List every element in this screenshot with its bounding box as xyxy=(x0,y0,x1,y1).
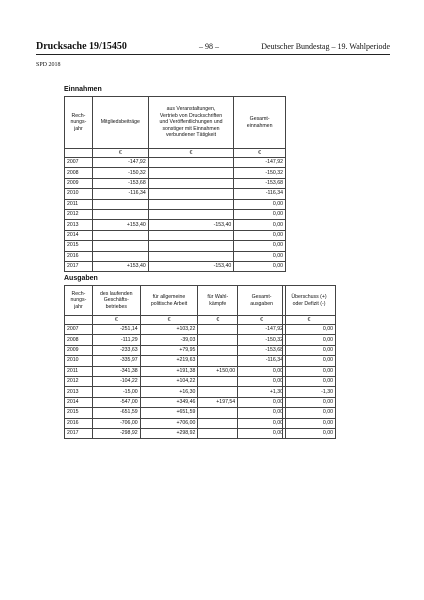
doc-prefix: Drucksache 19/ xyxy=(36,41,102,52)
table-row xyxy=(65,209,286,219)
balance-cell: 0,00 xyxy=(283,345,336,355)
income-cell: 0,00 xyxy=(234,261,286,271)
income-cell: +153,40 xyxy=(92,220,148,230)
income-cell: -116,34 xyxy=(92,189,148,199)
expenses-table xyxy=(64,285,286,439)
expenses-currency-0 xyxy=(65,316,93,325)
expenses-header-0: Rech- nungs- jahr xyxy=(65,286,93,316)
expenses-cell xyxy=(198,418,238,428)
table-row xyxy=(283,345,336,355)
expenses-cell: 2008 xyxy=(65,335,93,345)
income-cell: -153,68 xyxy=(92,178,148,188)
income-cell xyxy=(148,251,234,261)
expenses-cell: +103,22 xyxy=(140,325,198,335)
doc-number-bold: 15450 xyxy=(101,41,127,52)
table-row xyxy=(65,220,286,230)
expenses-cell: +1,30 xyxy=(238,387,286,397)
expenses-cell xyxy=(198,325,238,335)
table-row xyxy=(283,397,336,407)
header-rule xyxy=(36,54,390,55)
income-currency-row xyxy=(65,149,286,158)
expenses-cell: +79,95 xyxy=(140,345,198,355)
income-cell: 2014 xyxy=(65,230,93,240)
income-cell: +153,40 xyxy=(92,261,148,271)
expenses-cell: 0,00 xyxy=(238,408,286,418)
expenses-cell: +104,22 xyxy=(140,376,198,386)
table-row xyxy=(283,387,336,397)
balance-table xyxy=(282,285,336,439)
table-row xyxy=(65,397,286,407)
expenses-cell: +298,92 xyxy=(140,428,198,438)
income-cell: 2009 xyxy=(65,178,93,188)
expenses-cell: -104,22 xyxy=(92,376,140,386)
expenses-cell: +651,59 xyxy=(140,408,198,418)
balance-cell: 0,00 xyxy=(283,356,336,366)
income-cell: -150,32 xyxy=(92,168,148,178)
expenses-cell: 0,00 xyxy=(238,397,286,407)
table-row xyxy=(65,158,286,168)
balance-cell: -1,30 xyxy=(283,387,336,397)
expenses-cell xyxy=(198,335,238,345)
income-currency-3: € xyxy=(234,149,286,158)
table-row xyxy=(65,168,286,178)
balance-cell: 0,00 xyxy=(283,335,336,345)
expenses-cell: -251,14 xyxy=(92,325,140,335)
balance-currency-row xyxy=(283,316,336,325)
income-cell xyxy=(92,199,148,209)
table-row xyxy=(283,428,336,438)
income-cell xyxy=(148,168,234,178)
balance-header-row xyxy=(283,286,336,316)
income-cell: 2010 xyxy=(65,189,93,199)
expenses-currency-2: € xyxy=(140,316,198,325)
expenses-cell: +197,54 xyxy=(198,397,238,407)
income-header-row xyxy=(65,97,286,149)
table-row xyxy=(283,325,336,335)
table-row xyxy=(283,408,336,418)
expenses-cell: 2014 xyxy=(65,397,93,407)
document-number xyxy=(36,41,127,52)
income-cell xyxy=(148,209,234,219)
income-cell: 2016 xyxy=(65,251,93,261)
expenses-cell: -116,34 xyxy=(238,356,286,366)
expenses-cell: -335,97 xyxy=(92,356,140,366)
expenses-cell: -111,29 xyxy=(92,335,140,345)
balance-header-0: Überschuss (+) oder Defizit (-) xyxy=(283,286,336,316)
income-cell: 2017 xyxy=(65,261,93,271)
party-label: SPD 2018 xyxy=(36,62,61,68)
parliament-period: Deutscher Bundestag – 19. Wahlperiode xyxy=(261,42,390,51)
income-cell xyxy=(92,241,148,251)
table-row xyxy=(65,356,286,366)
expenses-cell xyxy=(198,356,238,366)
expenses-cell: -341,38 xyxy=(92,366,140,376)
table-row xyxy=(65,251,286,261)
expenses-cell: 0,00 xyxy=(238,376,286,386)
expenses-cell: -153,68 xyxy=(238,345,286,355)
income-cell: 2013 xyxy=(65,220,93,230)
income-cell: 0,00 xyxy=(234,251,286,261)
expenses-cell: +219,63 xyxy=(140,356,198,366)
income-cell xyxy=(148,189,234,199)
expenses-currency-1: € xyxy=(92,316,140,325)
page-number: – 98 – xyxy=(199,42,219,51)
expenses-cell: -706,00 xyxy=(92,418,140,428)
income-cell xyxy=(148,199,234,209)
expenses-header-3: für Wahl- kämpfe xyxy=(198,286,238,316)
expenses-cell: 2015 xyxy=(65,408,93,418)
income-cell xyxy=(92,251,148,261)
expenses-cell: -547,00 xyxy=(92,397,140,407)
table-row xyxy=(65,418,286,428)
income-cell xyxy=(148,241,234,251)
income-cell: 0,00 xyxy=(234,241,286,251)
income-cell: -116,34 xyxy=(234,189,286,199)
table-row xyxy=(65,387,286,397)
table-row xyxy=(65,241,286,251)
balance-cell: 0,00 xyxy=(283,376,336,386)
income-cell: 0,00 xyxy=(234,230,286,240)
table-row xyxy=(65,335,286,345)
expenses-cell: 2016 xyxy=(65,418,93,428)
balance-cell: 0,00 xyxy=(283,418,336,428)
expenses-cell: 0,00 xyxy=(238,428,286,438)
expenses-cell: 2017 xyxy=(65,428,93,438)
income-cell: -147,92 xyxy=(234,158,286,168)
balance-cell: 0,00 xyxy=(283,366,336,376)
balance-currency-0: € xyxy=(283,316,336,325)
expenses-cell: +706,00 xyxy=(140,418,198,428)
income-cell xyxy=(148,178,234,188)
expenses-cell: 2010 xyxy=(65,356,93,366)
income-cell xyxy=(92,230,148,240)
expenses-title: Ausgaben xyxy=(64,275,98,282)
income-cell: 0,00 xyxy=(234,209,286,219)
table-row xyxy=(283,376,336,386)
expenses-header-2: für allgemeine politische Arbeit xyxy=(140,286,198,316)
table-row xyxy=(283,366,336,376)
income-header-3: Gesamt- einnahmen xyxy=(234,97,286,149)
income-cell: -150,32 xyxy=(234,168,286,178)
table-row xyxy=(65,178,286,188)
balance-cell: 0,00 xyxy=(283,408,336,418)
balance-cell: 0,00 xyxy=(283,325,336,335)
income-cell xyxy=(148,158,234,168)
income-currency-0 xyxy=(65,149,93,158)
income-cell: -153,40 xyxy=(148,220,234,230)
income-cell xyxy=(148,230,234,240)
expenses-cell xyxy=(198,345,238,355)
income-header-1: Mitgliedsbeiträge xyxy=(92,97,148,149)
expenses-header-4: Gesamt- ausgaben xyxy=(238,286,286,316)
table-row xyxy=(283,356,336,366)
expenses-cell: 2007 xyxy=(65,325,93,335)
income-header-2: aus Veranstaltungen, Vertrieb von Druckschriften und Veröffentlichungen und sonstiger mit Einnahmen verbundener Tätigkeit xyxy=(148,97,234,149)
expenses-cell: -298,92 xyxy=(92,428,140,438)
expenses-cell: -147,92 xyxy=(238,325,286,335)
income-cell: -153,68 xyxy=(234,178,286,188)
expenses-cell: +16,30 xyxy=(140,387,198,397)
income-cell: 2011 xyxy=(65,199,93,209)
income-cell: 2015 xyxy=(65,241,93,251)
table-row xyxy=(65,345,286,355)
income-cell: 2007 xyxy=(65,158,93,168)
income-header-0: Rech- nungs- jahr xyxy=(65,97,93,149)
income-cell: 0,00 xyxy=(234,220,286,230)
expenses-cell xyxy=(198,408,238,418)
expenses-cell: +150,00 xyxy=(198,366,238,376)
income-title: Einnahmen xyxy=(64,86,102,93)
table-row xyxy=(65,230,286,240)
income-table xyxy=(64,96,286,272)
expenses-cell: +191,38 xyxy=(140,366,198,376)
expenses-cell: 0,00 xyxy=(238,366,286,376)
expenses-cell: -39,03 xyxy=(140,335,198,345)
expenses-cell xyxy=(198,428,238,438)
income-cell: 2008 xyxy=(65,168,93,178)
expenses-currency-4: € xyxy=(238,316,286,325)
expenses-cell: 0,00 xyxy=(238,418,286,428)
expenses-cell: -233,63 xyxy=(92,345,140,355)
balance-cell: 0,00 xyxy=(283,428,336,438)
expenses-header-1: des laufenden Geschäfts- betriebes xyxy=(92,286,140,316)
table-row xyxy=(65,189,286,199)
table-row xyxy=(65,199,286,209)
expenses-cell: 2011 xyxy=(65,366,93,376)
income-currency-1: € xyxy=(92,149,148,158)
expenses-cell xyxy=(198,387,238,397)
income-cell: 2012 xyxy=(65,209,93,219)
income-cell: -147,92 xyxy=(92,158,148,168)
table-row xyxy=(65,325,286,335)
page-header xyxy=(36,41,390,53)
table-row xyxy=(65,261,286,271)
income-currency-2: € xyxy=(148,149,234,158)
table-row xyxy=(283,335,336,345)
table-row xyxy=(65,428,286,438)
table-row xyxy=(65,376,286,386)
expenses-cell xyxy=(198,376,238,386)
expenses-cell: 2012 xyxy=(65,376,93,386)
table-row xyxy=(65,366,286,376)
expenses-cell: 2009 xyxy=(65,345,93,355)
balance-cell: 0,00 xyxy=(283,397,336,407)
expenses-currency-row xyxy=(65,316,286,325)
table-row xyxy=(283,418,336,428)
expenses-header-row xyxy=(65,286,286,316)
income-cell: -153,40 xyxy=(148,261,234,271)
income-cell: 0,00 xyxy=(234,199,286,209)
expenses-cell: +349,46 xyxy=(140,397,198,407)
table-row xyxy=(65,408,286,418)
expenses-cell: -15,00 xyxy=(92,387,140,397)
expenses-cell: 2013 xyxy=(65,387,93,397)
income-cell xyxy=(92,209,148,219)
expenses-cell: -651,59 xyxy=(92,408,140,418)
expenses-currency-3: € xyxy=(198,316,238,325)
expenses-cell: -150,32 xyxy=(238,335,286,345)
